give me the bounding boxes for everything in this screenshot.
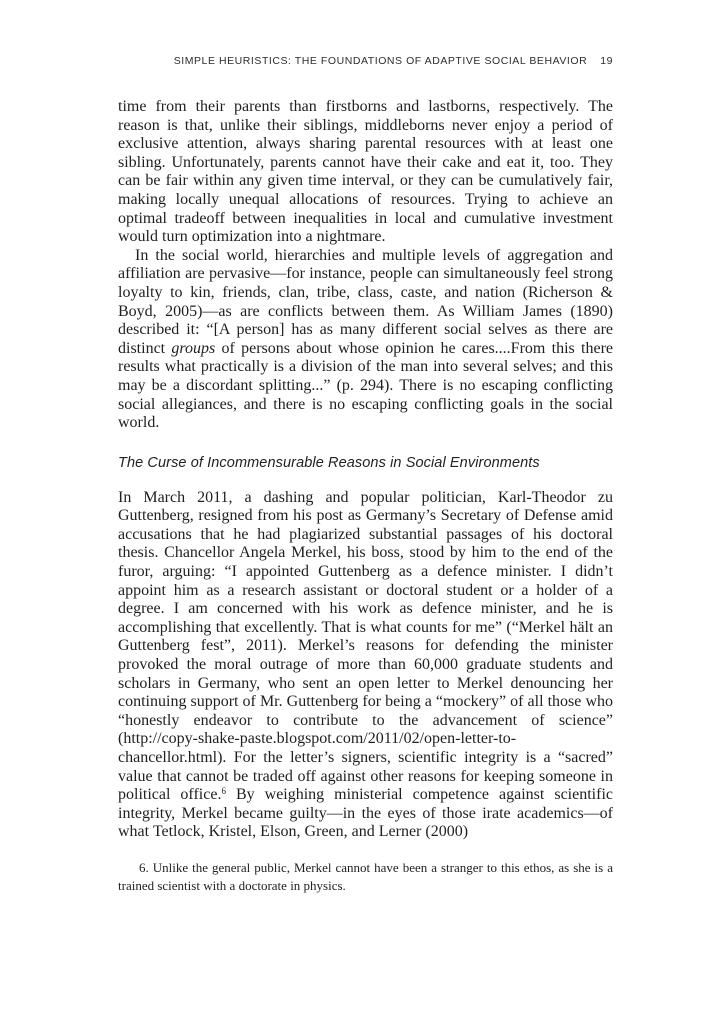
paragraph-2: In the social world, hierarchies and multiple levels of aggregation and affiliation are pervasive—for instance, people can simultaneously feel strong loyalty to kin, friends, clan, tribe, class, caste, and nation (Richerson & Boyd, 2005)—as are conflicts between them. As William James (1890) described it: “[A person] has as many different social selves as there are distinct groups of persons about whose opinion he cares....From this there results what practically is a division of the man into several selves; and this may be a discordant splitting...” (p. 294). There is no escaping conflicting social allegiances, and there is no escaping conflicting goals in the social world. xyxy=(118,246,613,432)
section-heading: The Curse of Incommensurable Reasons in Social Environments xyxy=(118,454,540,471)
paragraph-1: time from their parents than firstborns and lastborns, respectively. The reason is that, unlike their siblings, middleborns never enjoy a period of exclusive attention, always sharing parental resources with at least one sibling. Unfortunately, parents cannot have their cake and eat it, too. They can be fair within any given time interval, or they can be cumulatively fair, making locally unequal allocations of resources. Trying to achieve an optimal tradeoff between inequalities in local and cumulative investment would turn optimization into a nightmare. xyxy=(118,98,613,246)
page-body xyxy=(118,98,613,894)
footnote-text: 6. Unlike the general public, Merkel cannot have been a stranger to this ethos, as she is a trained scientist with a doctorate in physics. xyxy=(118,859,613,893)
page-number: 19 xyxy=(600,55,613,67)
running-title: SIMPLE HEURISTICS: THE FOUNDATIONS OF ADAPTIVE SOCIAL BEHAVIOR xyxy=(173,55,588,67)
page-header xyxy=(118,55,613,67)
footnote xyxy=(118,859,613,894)
paragraph-3: In March 2011, a dashing and popular politician, Karl-Theodor zu Guttenberg, resigned from his post as Germany’s Secretary of Defense amid accusations that he had plagiarized substantial passages of his doctoral thesis. Chancellor Angela Merkel, his boss, stood by him to the end of the furor, arguing: “I appointed Guttenberg as a defence minister. I didn’t appoint him as a research assistant or doctoral student or a holder of a degree. I am concerned with his work as defence minister, and he is accomplishing that excellently. That is what counts for me” (“Merkel hält an Guttenberg fest”, 2011). Merkel’s reasons for defending the minister provoked the moral outrage of more than 60,000 graduate students and scholars in Germany, who sent an open letter to Merkel denouncing her continuing support of Mr. Guttenberg for being a “mockery” of all those who “honestly endeavor to contribute to the advancement of science” (http://copy-shake-paste.blogspot.com/2011/02/open-letter-to-chancellor.html). For the letter’s signers, scientific integrity is a “sacred” value that cannot be traded off against other reasons for keeping someone in political office.$^6$ By weighing ministerial competence against scientific integrity, Merkel became guilty—in the eyes of those irate academics—of what Tetlock, Kristel, Elson, Green, and Lerner (2000) xyxy=(118,488,613,841)
